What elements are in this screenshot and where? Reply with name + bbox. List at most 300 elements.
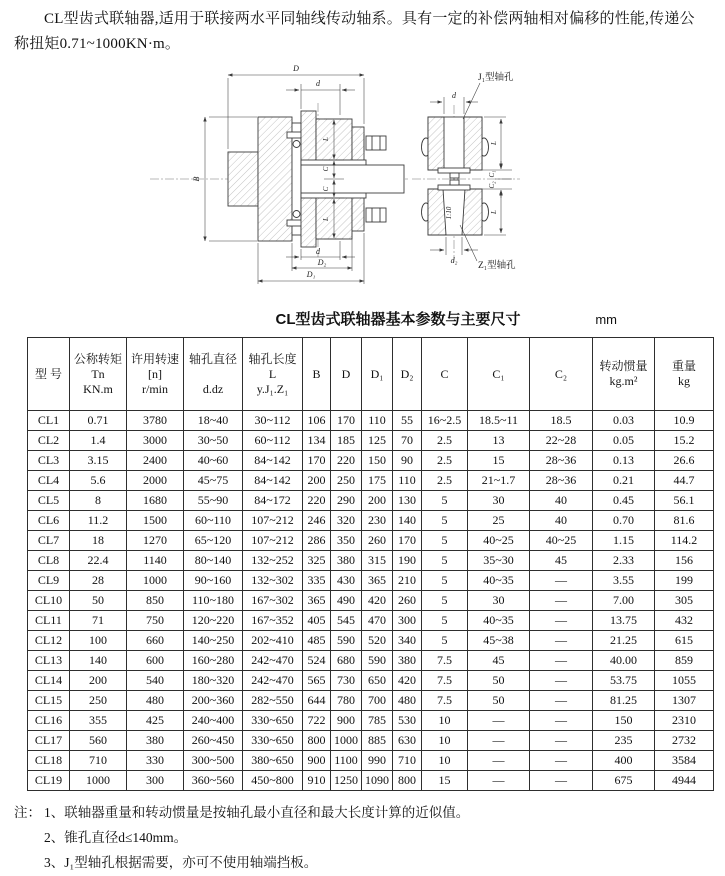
table-cell: 18.5	[530, 411, 593, 431]
table-cell: 50	[468, 691, 530, 711]
table-cell: 120~220	[184, 611, 243, 631]
table-cell: 132~252	[243, 551, 303, 571]
table-cell: —	[468, 751, 530, 771]
table-cell: 305	[655, 591, 714, 611]
column-header: C₂	[530, 338, 593, 411]
table-cell: 0.13	[593, 451, 655, 471]
table-cell: 2310	[655, 711, 714, 731]
coupling-technical-drawing	[0, 57, 725, 302]
table-cell: 2.5	[422, 471, 468, 491]
table-cell: 3000	[127, 431, 184, 451]
table-cell: 3.15	[70, 451, 127, 471]
column-header: B	[303, 338, 331, 411]
table-cell: 40~60	[184, 451, 243, 471]
table-cell: 170	[331, 411, 362, 431]
table-cell: 560	[70, 731, 127, 751]
table-cell: 650	[362, 671, 393, 691]
table-cell: 5	[422, 571, 468, 591]
table-cell: 199	[655, 571, 714, 591]
table-cell: 290	[331, 491, 362, 511]
column-header: D₂	[393, 338, 422, 411]
table-cell: 250	[331, 471, 362, 491]
table-cell: 365	[362, 571, 393, 591]
parameters-table	[27, 337, 714, 791]
table-cell: 22~28	[530, 431, 593, 451]
table-cell: 432	[655, 611, 714, 631]
table-cell: 1500	[127, 511, 184, 531]
table-cell: 630	[393, 731, 422, 751]
intro-paragraph: CL型齿式联轴器,适用于联接两水平同轴线传动轴系。具有一定的补偿两轴相对偏移的性能,传递公称扭矩0.71~1000KN·m。	[14, 11, 695, 52]
table-cell: 13	[468, 431, 530, 451]
table-cell: 485	[303, 631, 331, 651]
z1-bore-label: Z₁型轴孔	[478, 261, 516, 271]
table-header-row	[28, 338, 714, 411]
dim-label-L1: L	[322, 137, 330, 141]
table-cell: 106	[303, 411, 331, 431]
table-cell: —	[530, 691, 593, 711]
table-cell: 430	[331, 571, 362, 591]
table-cell: 360~560	[184, 771, 243, 791]
table-cell: 490	[331, 591, 362, 611]
table-cell: 185	[331, 431, 362, 451]
table-row	[28, 691, 714, 711]
table-cell: 859	[655, 651, 714, 671]
table-cell: 22.4	[70, 551, 127, 571]
table-cell: 40~25	[530, 531, 593, 551]
column-header: C	[422, 338, 468, 411]
dim-label-D: D	[293, 64, 299, 73]
table-cell: 167~352	[243, 611, 303, 631]
table-cell: 5	[422, 631, 468, 651]
table-row	[28, 631, 714, 651]
table-cell: 1140	[127, 551, 184, 571]
table-cell: 330	[127, 751, 184, 771]
taper-label: 1:10	[445, 206, 453, 220]
table-cell: 242~470	[243, 671, 303, 691]
table-cell: 5	[422, 511, 468, 531]
table-cell: 1250	[331, 771, 362, 791]
table-cell: —	[530, 571, 593, 591]
table-row	[28, 471, 714, 491]
table-cell: 140	[70, 651, 127, 671]
table-cell: 1307	[655, 691, 714, 711]
table-cell: 0.70	[593, 511, 655, 531]
table-cell: 30~112	[243, 411, 303, 431]
column-header: 型 号	[28, 338, 70, 411]
table-cell: 260	[362, 531, 393, 551]
table-cell: 260	[393, 591, 422, 611]
table-cell: CL11	[28, 611, 70, 631]
table-cell: —	[530, 591, 593, 611]
table-cell: 405	[303, 611, 331, 631]
dim-label-B: B	[192, 176, 201, 182]
table-cell: 167~302	[243, 591, 303, 611]
table-cell: 7.00	[593, 591, 655, 611]
table-cell: —	[468, 771, 530, 791]
table-title-row	[27, 302, 713, 335]
table-cell: —	[530, 631, 593, 651]
table-cell: 107~212	[243, 511, 303, 531]
table-cell: 3780	[127, 411, 184, 431]
table-cell: 13.75	[593, 611, 655, 631]
table-cell: —	[530, 731, 593, 751]
table-cell: 910	[303, 771, 331, 791]
table-cell: 200	[362, 491, 393, 511]
table-cell: 3.55	[593, 571, 655, 591]
table-cell: 286	[303, 531, 331, 551]
table-cell: 380	[331, 551, 362, 571]
table-cell: 380	[127, 731, 184, 751]
dim-label-d-top: d	[316, 79, 320, 88]
column-header: D₁	[362, 338, 393, 411]
table-row	[28, 651, 714, 671]
table-cell: 590	[362, 651, 393, 671]
table-cell: 250	[70, 691, 127, 711]
dim-label-L2: L	[322, 217, 330, 221]
table-cell: 800	[303, 731, 331, 751]
table-cell: 380	[393, 651, 422, 671]
table-cell: 50	[468, 671, 530, 691]
table-cell: 545	[331, 611, 362, 631]
table-cell: 134	[303, 431, 331, 451]
table-row	[28, 711, 714, 731]
table-cell: 470	[362, 611, 393, 631]
table-cell: 30	[468, 491, 530, 511]
table-cell: CL4	[28, 471, 70, 491]
table-cell: 90~160	[184, 571, 243, 591]
table-cell: 40~35	[468, 611, 530, 631]
column-header: 许用转速 [n] r/min	[127, 338, 184, 411]
table-cell: 200~360	[184, 691, 243, 711]
table-cell: 900	[303, 751, 331, 771]
table-cell: 40~25	[468, 531, 530, 551]
table-cell: 900	[331, 711, 362, 731]
table-cell: 246	[303, 511, 331, 531]
table-cell: CL1	[28, 411, 70, 431]
table-cell: 150	[362, 451, 393, 471]
table-cell: 480	[393, 691, 422, 711]
table-cell: —	[530, 651, 593, 671]
table-row	[28, 731, 714, 751]
table-cell: 150	[593, 711, 655, 731]
table-cell: 156	[655, 551, 714, 571]
table-cell: 50	[70, 591, 127, 611]
table-cell: 220	[303, 491, 331, 511]
table-cell: 540	[127, 671, 184, 691]
table-cell: 55	[393, 411, 422, 431]
table-row	[28, 551, 714, 571]
table-cell: 1055	[655, 671, 714, 691]
table-cell: 170	[303, 451, 331, 471]
table-cell: 40.00	[593, 651, 655, 671]
table-cell: 100	[70, 631, 127, 651]
table-cell: 1090	[362, 771, 393, 791]
table-cell: 11.2	[70, 511, 127, 531]
table-cell: 2400	[127, 451, 184, 471]
table-cell: 202~410	[243, 631, 303, 651]
table-cell: 84~172	[243, 491, 303, 511]
table-cell: 5	[422, 611, 468, 631]
table-cell: CL3	[28, 451, 70, 471]
table-cell: 5.6	[70, 471, 127, 491]
table-cell: 7.5	[422, 651, 468, 671]
table-cell: 660	[127, 631, 184, 651]
table-cell: CL13	[28, 651, 70, 671]
table-cell: 200	[303, 471, 331, 491]
table-cell: 330~650	[243, 731, 303, 751]
table-cell: CL7	[28, 531, 70, 551]
table-cell: 60~112	[243, 431, 303, 451]
table-cell: 7.5	[422, 671, 468, 691]
column-header: 转动惯量 kg.m²	[593, 338, 655, 411]
table-cell: 110~180	[184, 591, 243, 611]
table-cell: 132~302	[243, 571, 303, 591]
table-cell: 45	[468, 651, 530, 671]
table-cell: 81.25	[593, 691, 655, 711]
dim-label-C-bottom: C	[322, 186, 330, 192]
table-row	[28, 411, 714, 431]
table-row	[28, 431, 714, 451]
table-cell: 220	[331, 451, 362, 471]
table-cell: 315	[362, 551, 393, 571]
table-cell: 2732	[655, 731, 714, 751]
table-cell: 885	[362, 731, 393, 751]
table-cell: 800	[393, 771, 422, 791]
table-cell: —	[530, 611, 593, 631]
notes-prefix: 注：	[14, 805, 41, 820]
table-cell: 175	[362, 471, 393, 491]
section-view	[150, 64, 408, 284]
table-cell: 84~142	[243, 471, 303, 491]
table-cell: 565	[303, 671, 331, 691]
table-cell: 2000	[127, 471, 184, 491]
table-cell: 710	[70, 751, 127, 771]
note-item: 2、锥孔直径d≤140mm。	[44, 830, 188, 845]
table-title: CL型齿式联轴器基本参数与主要尺寸	[275, 311, 521, 328]
column-header: 重量 kg	[655, 338, 714, 411]
column-header: D	[331, 338, 362, 411]
table-row	[28, 591, 714, 611]
table-cell: 615	[655, 631, 714, 651]
table-cell: 8	[70, 491, 127, 511]
table-cell: 35~30	[468, 551, 530, 571]
table-cell: CL19	[28, 771, 70, 791]
table-cell: 30~50	[184, 431, 243, 451]
table-cell: 55~90	[184, 491, 243, 511]
dim-label-d-right: d	[452, 91, 456, 100]
table-cell: 0.21	[593, 471, 655, 491]
table-cell: —	[530, 711, 593, 731]
table-cell: 45	[530, 551, 593, 571]
table-cell: 84~142	[243, 451, 303, 471]
table-row	[28, 511, 714, 531]
table-cell: 21.25	[593, 631, 655, 651]
table-cell: 40	[530, 491, 593, 511]
note-item: 1、联轴器重量和转动惯量是按轴孔最小直径和最大长度计算的近似值。	[44, 805, 470, 820]
table-cell: 130	[393, 491, 422, 511]
table-cell: CL17	[28, 731, 70, 751]
table-cell: 200	[70, 671, 127, 691]
dim-label-L-right-top: L	[490, 141, 498, 145]
table-cell: 65~120	[184, 531, 243, 551]
table-cell: 242~470	[243, 651, 303, 671]
table-cell: 28	[70, 571, 127, 591]
table-cell: 260~450	[184, 731, 243, 751]
table-cell: 44.7	[655, 471, 714, 491]
table-cell: 2.5	[422, 451, 468, 471]
table-cell: 110	[362, 411, 393, 431]
table-cell: 81.6	[655, 511, 714, 531]
table-cell: 425	[127, 711, 184, 731]
column-header: 轴孔长度 L y.J₁.Z₁	[243, 338, 303, 411]
table-cell: 170	[393, 531, 422, 551]
table-cell: 335	[303, 571, 331, 591]
table-cell: 520	[362, 631, 393, 651]
table-cell: 21~1.7	[468, 471, 530, 491]
dim-label-d2: d₂	[450, 256, 458, 265]
table-cell: 990	[362, 751, 393, 771]
table-cell: 140	[393, 511, 422, 531]
table-row	[28, 771, 714, 791]
table-cell: 235	[593, 731, 655, 751]
table-cell: 0.71	[70, 411, 127, 431]
table-cell: 330~650	[243, 711, 303, 731]
table-cell: 10	[422, 711, 468, 731]
table-cell: 140~250	[184, 631, 243, 651]
table-cell: 70	[393, 431, 422, 451]
table-cell: 1000	[331, 731, 362, 751]
table-cell: 2.33	[593, 551, 655, 571]
table-cell: CL18	[28, 751, 70, 771]
table-cell: —	[468, 711, 530, 731]
table-cell: 5	[422, 551, 468, 571]
table-row	[28, 451, 714, 471]
table-row	[28, 531, 714, 551]
table-cell: 5	[422, 531, 468, 551]
table-cell: CL10	[28, 591, 70, 611]
table-cell: 700	[362, 691, 393, 711]
table-cell: 644	[303, 691, 331, 711]
table-cell: 524	[303, 651, 331, 671]
table-cell: 80~140	[184, 551, 243, 571]
table-cell: 1270	[127, 531, 184, 551]
table-cell: 1000	[70, 771, 127, 791]
table-cell: 365	[303, 591, 331, 611]
table-cell: 2.5	[422, 431, 468, 451]
table-cell: 480	[127, 691, 184, 711]
table-cell: 125	[362, 431, 393, 451]
table-row	[28, 571, 714, 591]
table-body	[28, 411, 714, 791]
table-cell: 56.1	[655, 491, 714, 511]
notes-list	[44, 800, 715, 875]
unit-label: mm	[595, 312, 617, 327]
table-cell: 160~280	[184, 651, 243, 671]
table-cell: 420	[393, 671, 422, 691]
table-cell: 780	[331, 691, 362, 711]
table-cell: 53.75	[593, 671, 655, 691]
table-cell: 107~212	[243, 531, 303, 551]
notes	[0, 791, 725, 875]
table-cell: 25	[468, 511, 530, 531]
table-cell: 30	[468, 591, 530, 611]
table-cell: 5	[422, 591, 468, 611]
table-cell: 300~500	[184, 751, 243, 771]
table-cell: 710	[393, 751, 422, 771]
table-cell: 210	[393, 571, 422, 591]
dim-label-d-bottom: d	[316, 247, 320, 256]
table-cell: 1.4	[70, 431, 127, 451]
table-cell: 28~36	[530, 471, 593, 491]
table-cell: 10	[422, 751, 468, 771]
table-cell: 190	[393, 551, 422, 571]
table-cell: 10.9	[655, 411, 714, 431]
table-cell: 7.5	[422, 691, 468, 711]
table-cell: 114.2	[655, 531, 714, 551]
table-cell: 18	[70, 531, 127, 551]
table-cell: 90	[393, 451, 422, 471]
table-cell: CL5	[28, 491, 70, 511]
table-row	[28, 751, 714, 771]
table-cell: CL2	[28, 431, 70, 451]
table-cell: 5	[422, 491, 468, 511]
table-cell: CL16	[28, 711, 70, 731]
table-cell: 300	[127, 771, 184, 791]
table-cell: 71	[70, 611, 127, 631]
dim-label-D2: D₂	[317, 258, 327, 267]
table-cell: 1.15	[593, 531, 655, 551]
table-cell: 325	[303, 551, 331, 571]
table-cell: 40	[530, 511, 593, 531]
dim-label-C2: C₂	[488, 181, 496, 189]
table-cell: CL14	[28, 671, 70, 691]
table-cell: 282~550	[243, 691, 303, 711]
dim-label-C-top: C	[322, 166, 330, 172]
table-cell: 240~400	[184, 711, 243, 731]
table-cell: CL9	[28, 571, 70, 591]
table-cell: 230	[362, 511, 393, 531]
column-header: C₁	[468, 338, 530, 411]
table-cell: 680	[331, 651, 362, 671]
table-cell: 0.45	[593, 491, 655, 511]
table-cell: 600	[127, 651, 184, 671]
table-cell: 26.6	[655, 451, 714, 471]
table-cell: 675	[593, 771, 655, 791]
table-cell: 1000	[127, 571, 184, 591]
column-header: 公称转矩 Tn KN.m	[70, 338, 127, 411]
table-cell: 400	[593, 751, 655, 771]
table-cell: 180~320	[184, 671, 243, 691]
table-cell: —	[530, 751, 593, 771]
table-cell: 300	[393, 611, 422, 631]
note-item: 3、J₁型轴孔根据需要，亦可不使用轴端挡板。	[44, 855, 318, 870]
table-cell: 750	[127, 611, 184, 631]
table-row	[28, 611, 714, 631]
table-cell: 850	[127, 591, 184, 611]
table-cell: 450~800	[243, 771, 303, 791]
table-cell: 10	[422, 731, 468, 751]
table-cell: 730	[331, 671, 362, 691]
table-cell: 28~36	[530, 451, 593, 471]
table-cell: 1100	[331, 751, 362, 771]
bore-types-view	[412, 71, 520, 271]
dim-label-C1: C₁	[488, 170, 496, 178]
table-cell: 340	[393, 631, 422, 651]
table-cell: 0.05	[593, 431, 655, 451]
table-cell: 1680	[127, 491, 184, 511]
column-header: 轴孔直径 d.dz	[184, 338, 243, 411]
table-cell: 722	[303, 711, 331, 731]
